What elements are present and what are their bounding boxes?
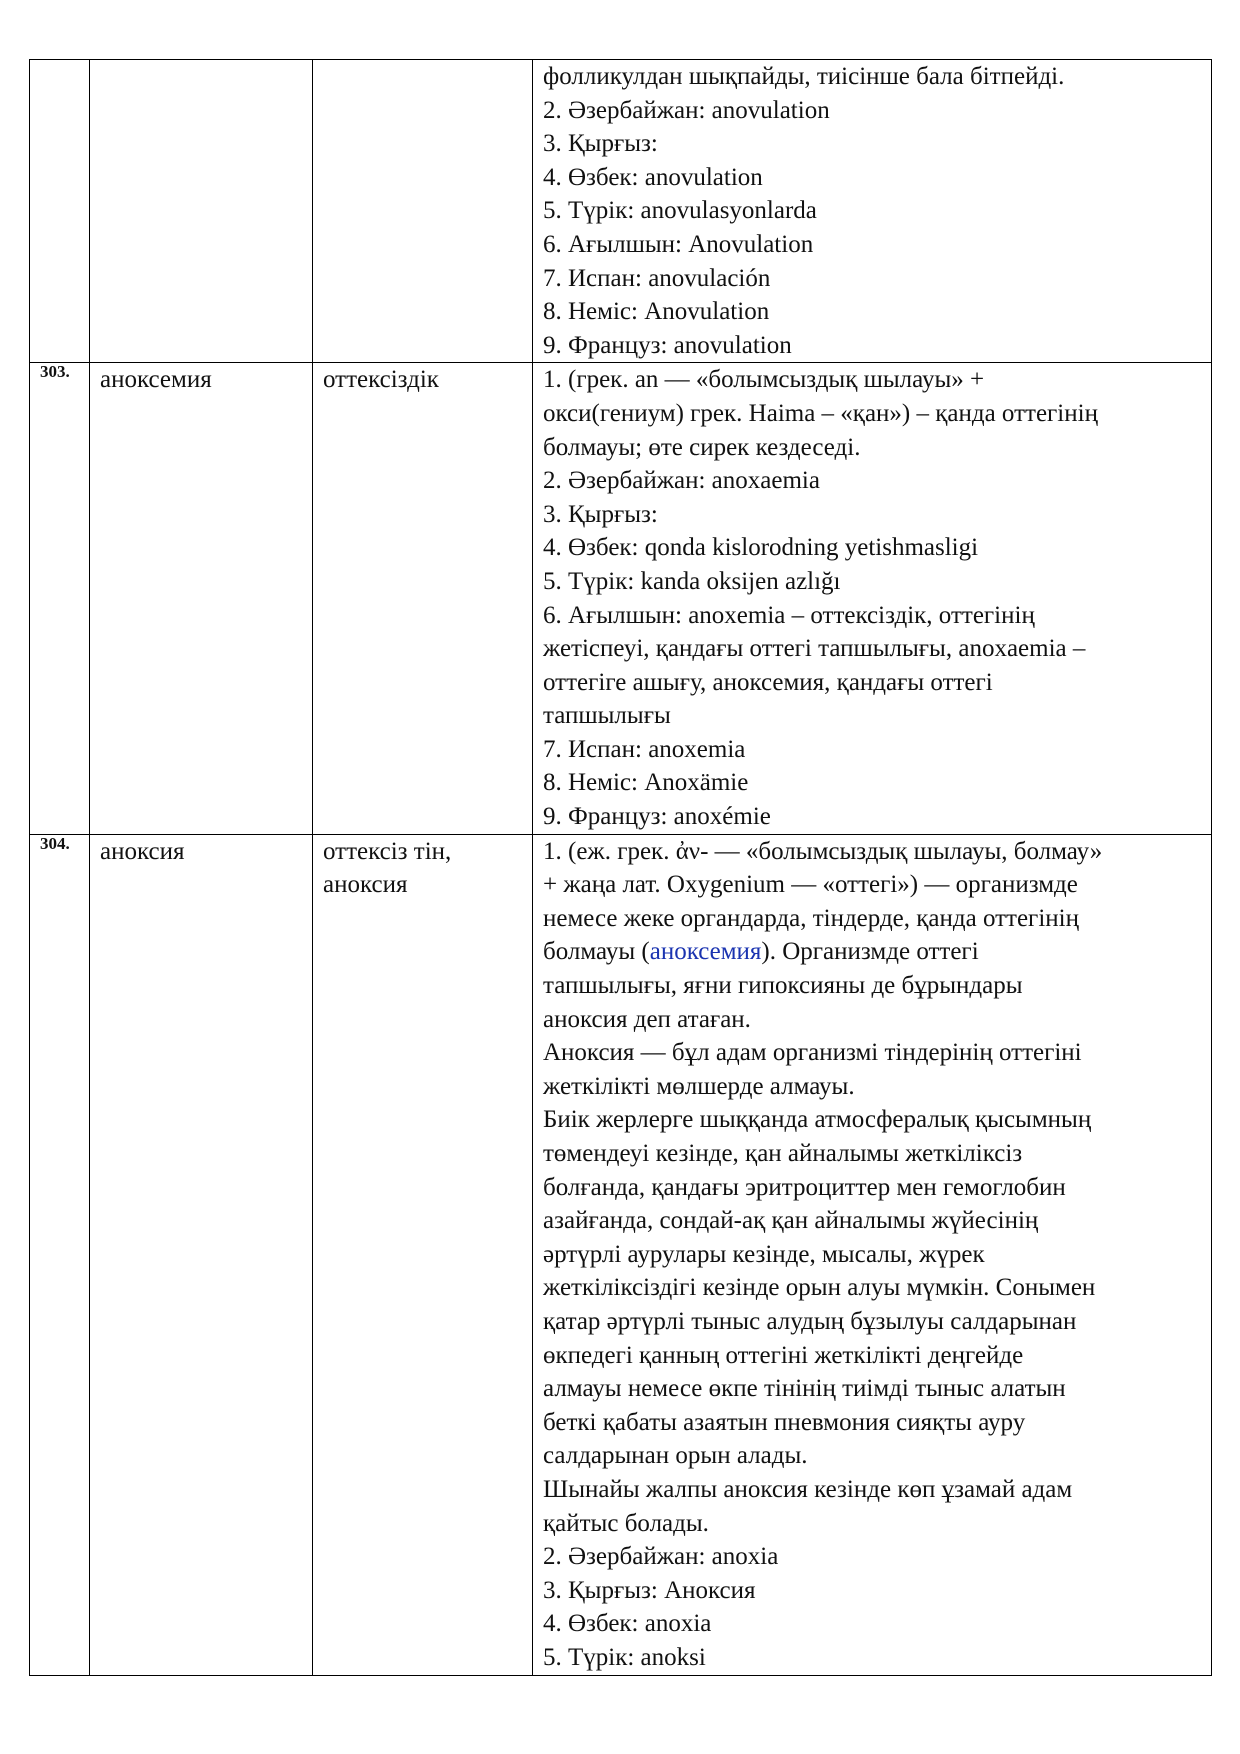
definition-line: 8. Неміс: Anovulation xyxy=(543,298,770,326)
definition-line: 1. (грек. an — «болымсыздық шылауы» + xyxy=(543,366,985,394)
definition-line: Шынайы жалпы аноксия кезінде көп ұзамай адам xyxy=(543,1475,1073,1503)
definition-line: болмауы; өте сирек кездеседі. xyxy=(543,433,861,461)
entry-number xyxy=(30,60,90,363)
definition-line: 1. (еж. грек. ἀν- — «болымсыздық шылауы, болмау» xyxy=(543,837,1103,865)
definition-line: азайғанда, сондай-ақ қан айналымы жүйесінің xyxy=(543,1207,1039,1235)
definition-line: + жаңа лат. Oxygenium — «оттегі») — организмде xyxy=(543,871,1078,899)
definition-line: оттегіге ашығу, аноксемия, қандағы оттегі xyxy=(543,668,993,696)
definition-line: 7. Испан: anoxemia xyxy=(543,735,746,763)
definition-line: төмендеуі кезінде, қан айналымы жеткіліксіз xyxy=(543,1140,1023,1167)
definition-text: болмауы ( xyxy=(543,938,650,966)
definition-line: 9. Француз: anovulation xyxy=(543,331,792,359)
definition-line: Аноксия — бұл адам организмі тіндерінің оттегіні xyxy=(543,1039,1082,1067)
dictionary-table xyxy=(29,59,1212,1676)
definition-line: 2. Әзербайжан: anovulation xyxy=(543,96,830,124)
definition-line: 5. Түрік: anoksi xyxy=(543,1643,706,1671)
definition-line: өкпедегі қанның оттегіні жеткілікті деңгейде xyxy=(543,1341,1024,1369)
definition-line: 2. Әзербайжан: anoxaemia xyxy=(543,467,820,495)
definition-line: 5. Түрік: anovulasyonlarda xyxy=(543,197,817,225)
definition-line: салдарынан орын алады. xyxy=(543,1442,808,1470)
definition-line: окси(гениум) грек. Haima – «қан») – қанда оттегінің xyxy=(543,399,1098,427)
entry-definition xyxy=(533,834,1212,1675)
definition-line: 4. Өзбек: qonda kislorodning yetishmasligi xyxy=(543,534,979,562)
definition-line: 9. Француз: anoxémie xyxy=(543,803,771,831)
definition-line: немесе жеке органдарда, тіндерде, қанда оттегінің xyxy=(543,904,1079,932)
definition-line: беткі қабаты азаятын пневмония сияқты ауру xyxy=(543,1408,1026,1436)
entry-definition xyxy=(533,60,1212,363)
definition-line-with-link xyxy=(543,935,1201,969)
definition-line: 6. Ағылшын: Anovulation xyxy=(543,230,814,258)
table-row xyxy=(30,60,1212,363)
table-row xyxy=(30,363,1212,834)
definition-line: 3. Қырғыз: Аноксия xyxy=(543,1576,756,1604)
definition-line: 4. Өзбек: anovulation xyxy=(543,163,763,191)
definition-line: 7. Испан: anovulación xyxy=(543,264,771,292)
definition-line: 4. Өзбек: anoxia xyxy=(543,1610,712,1638)
entry-term xyxy=(90,60,313,363)
definition-line: алмауы немесе өкпе тінінің тиімді тыныс алатын xyxy=(543,1375,1066,1403)
definition-line: тапшылығы xyxy=(543,702,671,730)
definition-line: әртүрлі аурулары кезінде, мысалы, жүрек xyxy=(543,1240,985,1268)
entry-term: аноксемия xyxy=(90,363,313,834)
entry-kazakh xyxy=(313,834,533,1675)
kazakh-line: аноксия xyxy=(323,871,408,899)
definition-line: қайтыс болады. xyxy=(543,1509,709,1537)
definition-line: 3. Қырғыз: xyxy=(543,130,658,158)
definition-line: жеткілікті мөлшерде алмауы. xyxy=(543,1072,855,1100)
kazakh-line: оттексіз тін, xyxy=(323,837,452,865)
definition-text: ). Организмде оттегі xyxy=(761,938,979,966)
definition-line: Биік жерлерге шыққанда атмосфералық қысымның xyxy=(543,1106,1092,1134)
entry-kazakh: оттексіздік xyxy=(313,363,533,834)
definition-line: 2. Әзербайжан: anoxia xyxy=(543,1543,779,1571)
entry-number: 303. xyxy=(30,363,90,834)
definition-line: қатар әртүрлі тыныс алудың бұзылуы салдарынан xyxy=(543,1307,1077,1335)
entry-definition xyxy=(533,363,1212,834)
definition-line: жеткіліксіздігі кезінде орын алуы мүмкін. Сонымен xyxy=(543,1274,1096,1302)
entry-kazakh xyxy=(313,60,533,363)
definition-line: болғанда, қандағы эритроциттер мен гемоглобин xyxy=(543,1173,1066,1201)
definition-line: 3. Қырғыз: xyxy=(543,500,658,528)
entry-number: 304. xyxy=(30,834,90,1675)
definition-line: фолликулдан шықпайды, тиісінше бала бітпейді. xyxy=(543,63,1065,90)
definition-line: 6. Ағылшын: anoxemia – оттексіздік, оттегінің xyxy=(543,601,1035,629)
anoksemiya-link[interactable]: аноксемия xyxy=(649,938,762,966)
entry-term: аноксия xyxy=(90,834,313,1675)
definition-line: аноксия деп атаған. xyxy=(543,1005,751,1033)
table-row xyxy=(30,834,1212,1675)
definition-line: 5. Түрік: kanda oksijen azlığı xyxy=(543,567,841,595)
definition-line: тапшылығы, яғни гипоксияны де бұрындары xyxy=(543,972,1023,1000)
definition-line: 8. Неміс: Anoxämie xyxy=(543,769,749,797)
definition-line: жетіспеуі, қандағы оттегі тапшылығы, anoxaemia – xyxy=(543,635,1086,663)
